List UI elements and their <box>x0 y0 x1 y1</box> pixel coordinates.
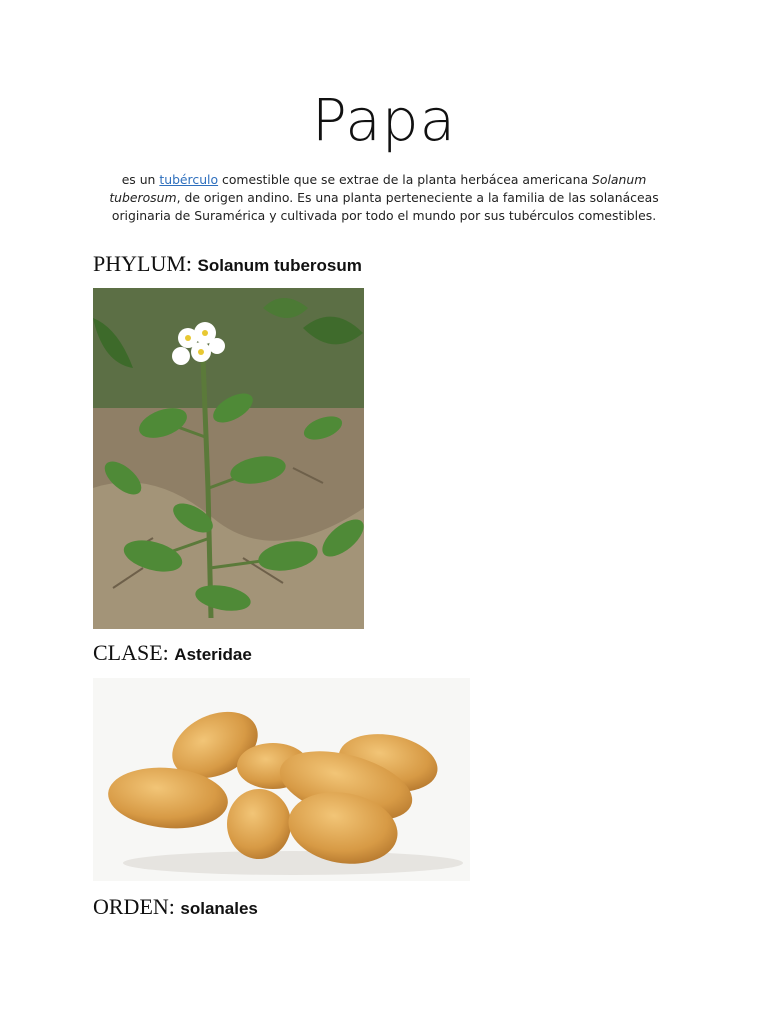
potatoes-photo <box>93 678 470 881</box>
clase-value: Asteridae <box>174 645 252 664</box>
clase-heading <box>93 640 252 666</box>
clase-label: CLASE: <box>93 640 169 665</box>
species-name: Solanum tuberosum <box>109 172 647 205</box>
intro-paragraph <box>95 171 673 225</box>
phylum-label: PHYLUM: <box>93 251 193 276</box>
orden-label: ORDEN: <box>93 894 175 919</box>
phylum-value: Solanum tuberosum <box>197 256 362 275</box>
orden-value: solanales <box>180 899 258 918</box>
tuberculo-link[interactable]: tubérculo <box>159 172 219 187</box>
phylum-heading <box>93 251 362 277</box>
intro-prefix: es un <box>121 172 160 187</box>
potato-plant-photo <box>93 288 364 629</box>
intro-after-link: comestible que se extrae de la planta herbácea americana <box>218 172 593 187</box>
potato-plant-image <box>93 288 364 629</box>
intro-rest: , de origen andino. Es una planta perteneciente a la familia de las solanáceas originaria de Suramérica y cultivada por todo el mundo por sus tubérculos comestibles. <box>111 190 659 223</box>
page-title: Papa <box>311 86 457 154</box>
orden-heading <box>93 894 258 920</box>
potatoes-image <box>93 678 470 881</box>
